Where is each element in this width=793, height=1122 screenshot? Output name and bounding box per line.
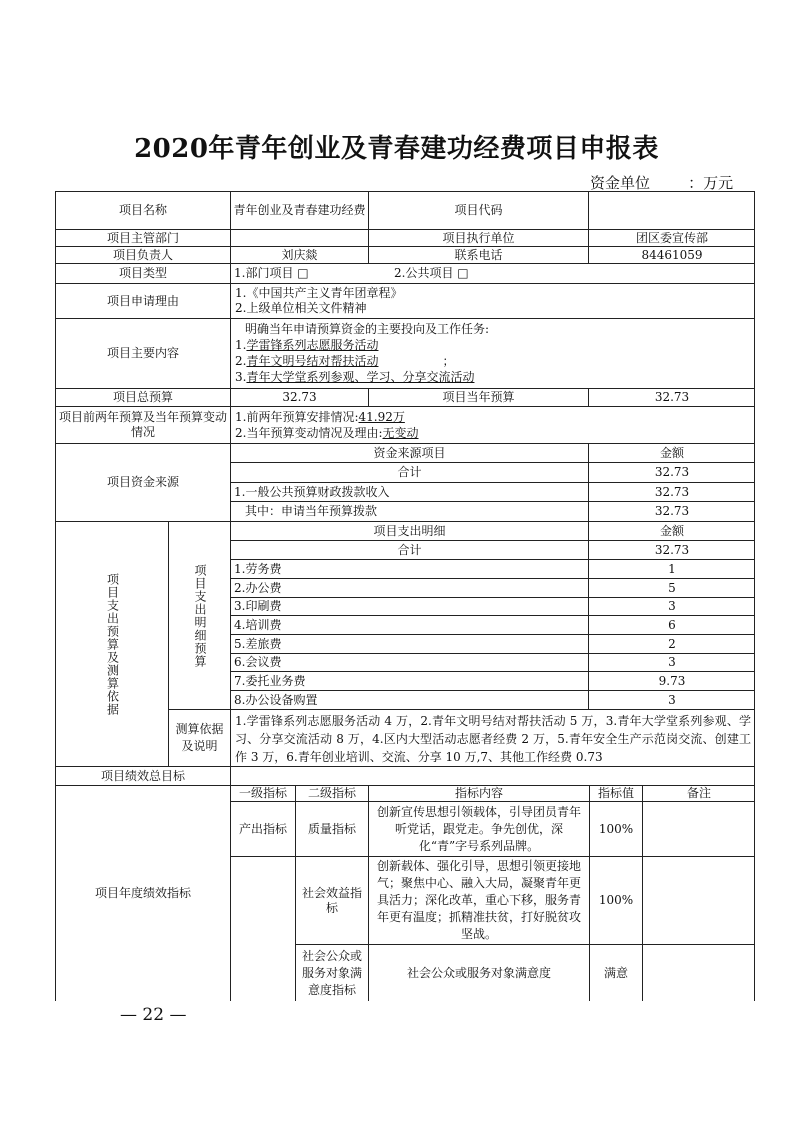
perf-header-lvl2: 二级指标	[295, 785, 368, 801]
value-leader: 刘庆燚	[230, 246, 368, 263]
value-calc-basis: 1.学雷锋系列志愿服务活动 4 万，2.青年文明号结对帮扶活动 5 万，3.青年大学堂系列参观、学习、分享交流活动 8 万，4.区内大型活动志愿者经费 2 万，5.青年安全生产示范岗交流、创建工作 3 万，6.青年创业培训、交流、分享 10 万,7、其他工作经费 0.73	[230, 709, 755, 766]
funding-row-amount: 32.73	[588, 482, 755, 501]
value-change	[230, 406, 755, 443]
value-phone: 84461059	[588, 246, 755, 263]
funding-row-label: 1.一般公共预算财政拨款收入	[230, 482, 588, 501]
expense-row-label: 5.差旅费	[230, 634, 588, 653]
perf-row-value: 100%	[589, 856, 642, 944]
perf-row-note	[642, 856, 755, 944]
label-exec-unit: 项目执行单位	[368, 229, 588, 246]
label-expense-outer-text: 项目支出预算及测算依据	[105, 572, 120, 716]
expense-row-amount: 1	[588, 559, 755, 578]
expense-row-label: 2.办公费	[230, 578, 588, 597]
label-project-name: 项目名称	[55, 191, 230, 229]
label-funding: 项目资金来源	[55, 443, 230, 521]
perf-header-value: 指标值	[589, 785, 642, 801]
page-number: — 22 —	[120, 1005, 187, 1025]
expense-row-label: 8.办公设备购置	[230, 690, 588, 709]
expense-row-amount: 2	[588, 634, 755, 653]
expense-row-amount: 3	[588, 597, 755, 615]
content-item-1-no: 1.	[235, 338, 247, 352]
expense-row-amount: 3	[588, 653, 755, 671]
expense-total-label: 合计	[230, 540, 588, 559]
funding-row-label: 其中：申请当年预算拨款	[230, 501, 588, 521]
perf-row-value: 100%	[589, 801, 642, 856]
content-intro: 明确当年申请预算资金的主要投向及工作任务:	[245, 322, 490, 336]
perf-row-value: 满意	[589, 944, 642, 1001]
expense-row-amount: 5	[588, 578, 755, 597]
funding-col-amount: 金额	[588, 443, 755, 462]
expense-row-label: 6.会议费	[230, 653, 588, 671]
perf-row-note	[642, 944, 755, 1001]
label-type: 项目类型	[55, 263, 230, 283]
perf-row-lvl1	[230, 856, 295, 1001]
content-item-3-no: 3.	[235, 370, 247, 384]
label-expense-inner-text: 项目支出明细预算	[193, 563, 207, 668]
label-current-budget: 项目当年预算	[368, 388, 588, 406]
expense-total-amount: 32.73	[588, 540, 755, 559]
perf-row-note	[642, 801, 755, 856]
label-perf-total: 项目绩效总目标	[55, 766, 230, 785]
label-phone: 联系电话	[368, 246, 588, 263]
label-expense-inner	[168, 521, 230, 709]
expense-row-label: 4.培训费	[230, 615, 588, 634]
change-1-value: 41.92万	[358, 410, 405, 424]
value-content	[230, 318, 755, 388]
content-item-3	[235, 369, 751, 385]
expense-row-amount: 9.73	[588, 671, 755, 690]
expense-col-amount: 金额	[588, 521, 755, 540]
content-item-2-tail: ；	[442, 354, 455, 368]
change-2-prefix: 2.当年预算变动情况及理由:	[235, 426, 383, 440]
expense-row-label: 1.劳务费	[230, 559, 588, 578]
perf-row-lvl2: 质量指标	[295, 801, 368, 856]
change-line-1	[235, 409, 751, 425]
expense-row-label: 7.委托业务费	[230, 671, 588, 690]
perf-row-content: 创新载体、强化引导，思想引领更接地气；聚焦中心、融入大局，凝聚青年更具活力；深化改革，重心下移，服务青年更有温度；抓精准扶贫，打好脱贫攻坚战。	[368, 856, 589, 944]
change-1-prefix: 1.前两年预算安排情况:	[235, 410, 359, 424]
content-item-2-no: 2.	[235, 354, 247, 368]
type-option-dept: 1.部门项目 □	[234, 266, 309, 280]
reason-line-2: 2.上级单位相关文件精神	[235, 301, 367, 315]
funding-col-item: 资金来源项目	[230, 443, 588, 462]
type-option-public: 2.公共项目 □	[394, 266, 469, 280]
label-perf-annual: 项目年度绩效指标	[55, 785, 230, 1001]
perf-row-content: 创新宣传思想引领载体，引导团员青年听党话，跟党走。争先创优，深化“青”字号系列品牌。	[368, 801, 589, 856]
value-current-budget: 32.73	[588, 388, 755, 406]
reason-line-1: 1.《中国共产主义青年团章程》	[235, 286, 403, 300]
expense-col-item: 项目支出明细	[230, 521, 588, 540]
funding-total-label: 合计	[230, 462, 588, 482]
content-item-1-text: 学雷锋系列志愿服务活动	[246, 338, 379, 352]
content-item-3-text: 青年大学堂系列参观、学习、分享交流活动	[246, 370, 475, 384]
perf-row-lvl1: 产出指标	[230, 801, 295, 856]
value-perf-total	[230, 766, 755, 785]
value-type	[230, 263, 755, 283]
label-expense-outer	[55, 521, 168, 766]
label-dept: 项目主管部门	[55, 229, 230, 246]
value-total-budget: 32.73	[230, 388, 368, 406]
value-reason	[230, 283, 755, 318]
unit-label: 资金单位 ：万元	[590, 174, 734, 192]
label-total-budget: 项目总预算	[55, 388, 230, 406]
value-exec-unit: 团区委宣传部	[588, 229, 755, 246]
application-table	[55, 191, 755, 1001]
label-calc-basis: 测算依据及说明	[168, 709, 230, 766]
perf-header-note: 备注	[642, 785, 755, 801]
perf-row-lvl2: 社会公众或服务对象满意度指标	[295, 944, 368, 1001]
change-2-value: 无变动	[382, 426, 419, 440]
perf-header-content: 指标内容	[368, 785, 589, 801]
label-project-code: 项目代码	[368, 191, 588, 229]
expense-row-amount: 6	[588, 615, 755, 634]
expense-row-amount: 3	[588, 690, 755, 709]
label-change: 项目前两年预算及当年预算变动情况	[55, 406, 230, 443]
expense-row-label: 3.印刷费	[230, 597, 588, 615]
value-project-name: 青年创业及青春建功经费	[230, 191, 368, 229]
value-dept	[230, 229, 368, 246]
content-item-1	[235, 337, 751, 353]
perf-header-lvl1: 一级指标	[230, 785, 295, 801]
perf-row-content: 社会公众或服务对象满意度	[368, 944, 589, 1001]
change-line-2	[235, 425, 751, 441]
funding-total-amount: 32.73	[588, 462, 755, 482]
content-item-2-text: 青年文明号结对帮扶活动	[246, 354, 379, 368]
label-leader: 项目负责人	[55, 246, 230, 263]
label-content: 项目主要内容	[55, 318, 230, 388]
value-project-code	[588, 191, 755, 229]
perf-row-lvl2: 社会效益指标	[295, 856, 368, 944]
label-reason: 项目申请理由	[55, 283, 230, 318]
funding-row-amount: 32.73	[588, 501, 755, 521]
content-item-2	[235, 353, 751, 369]
page-title: 2020年青年创业及青春建功经费项目申报表	[134, 134, 659, 164]
